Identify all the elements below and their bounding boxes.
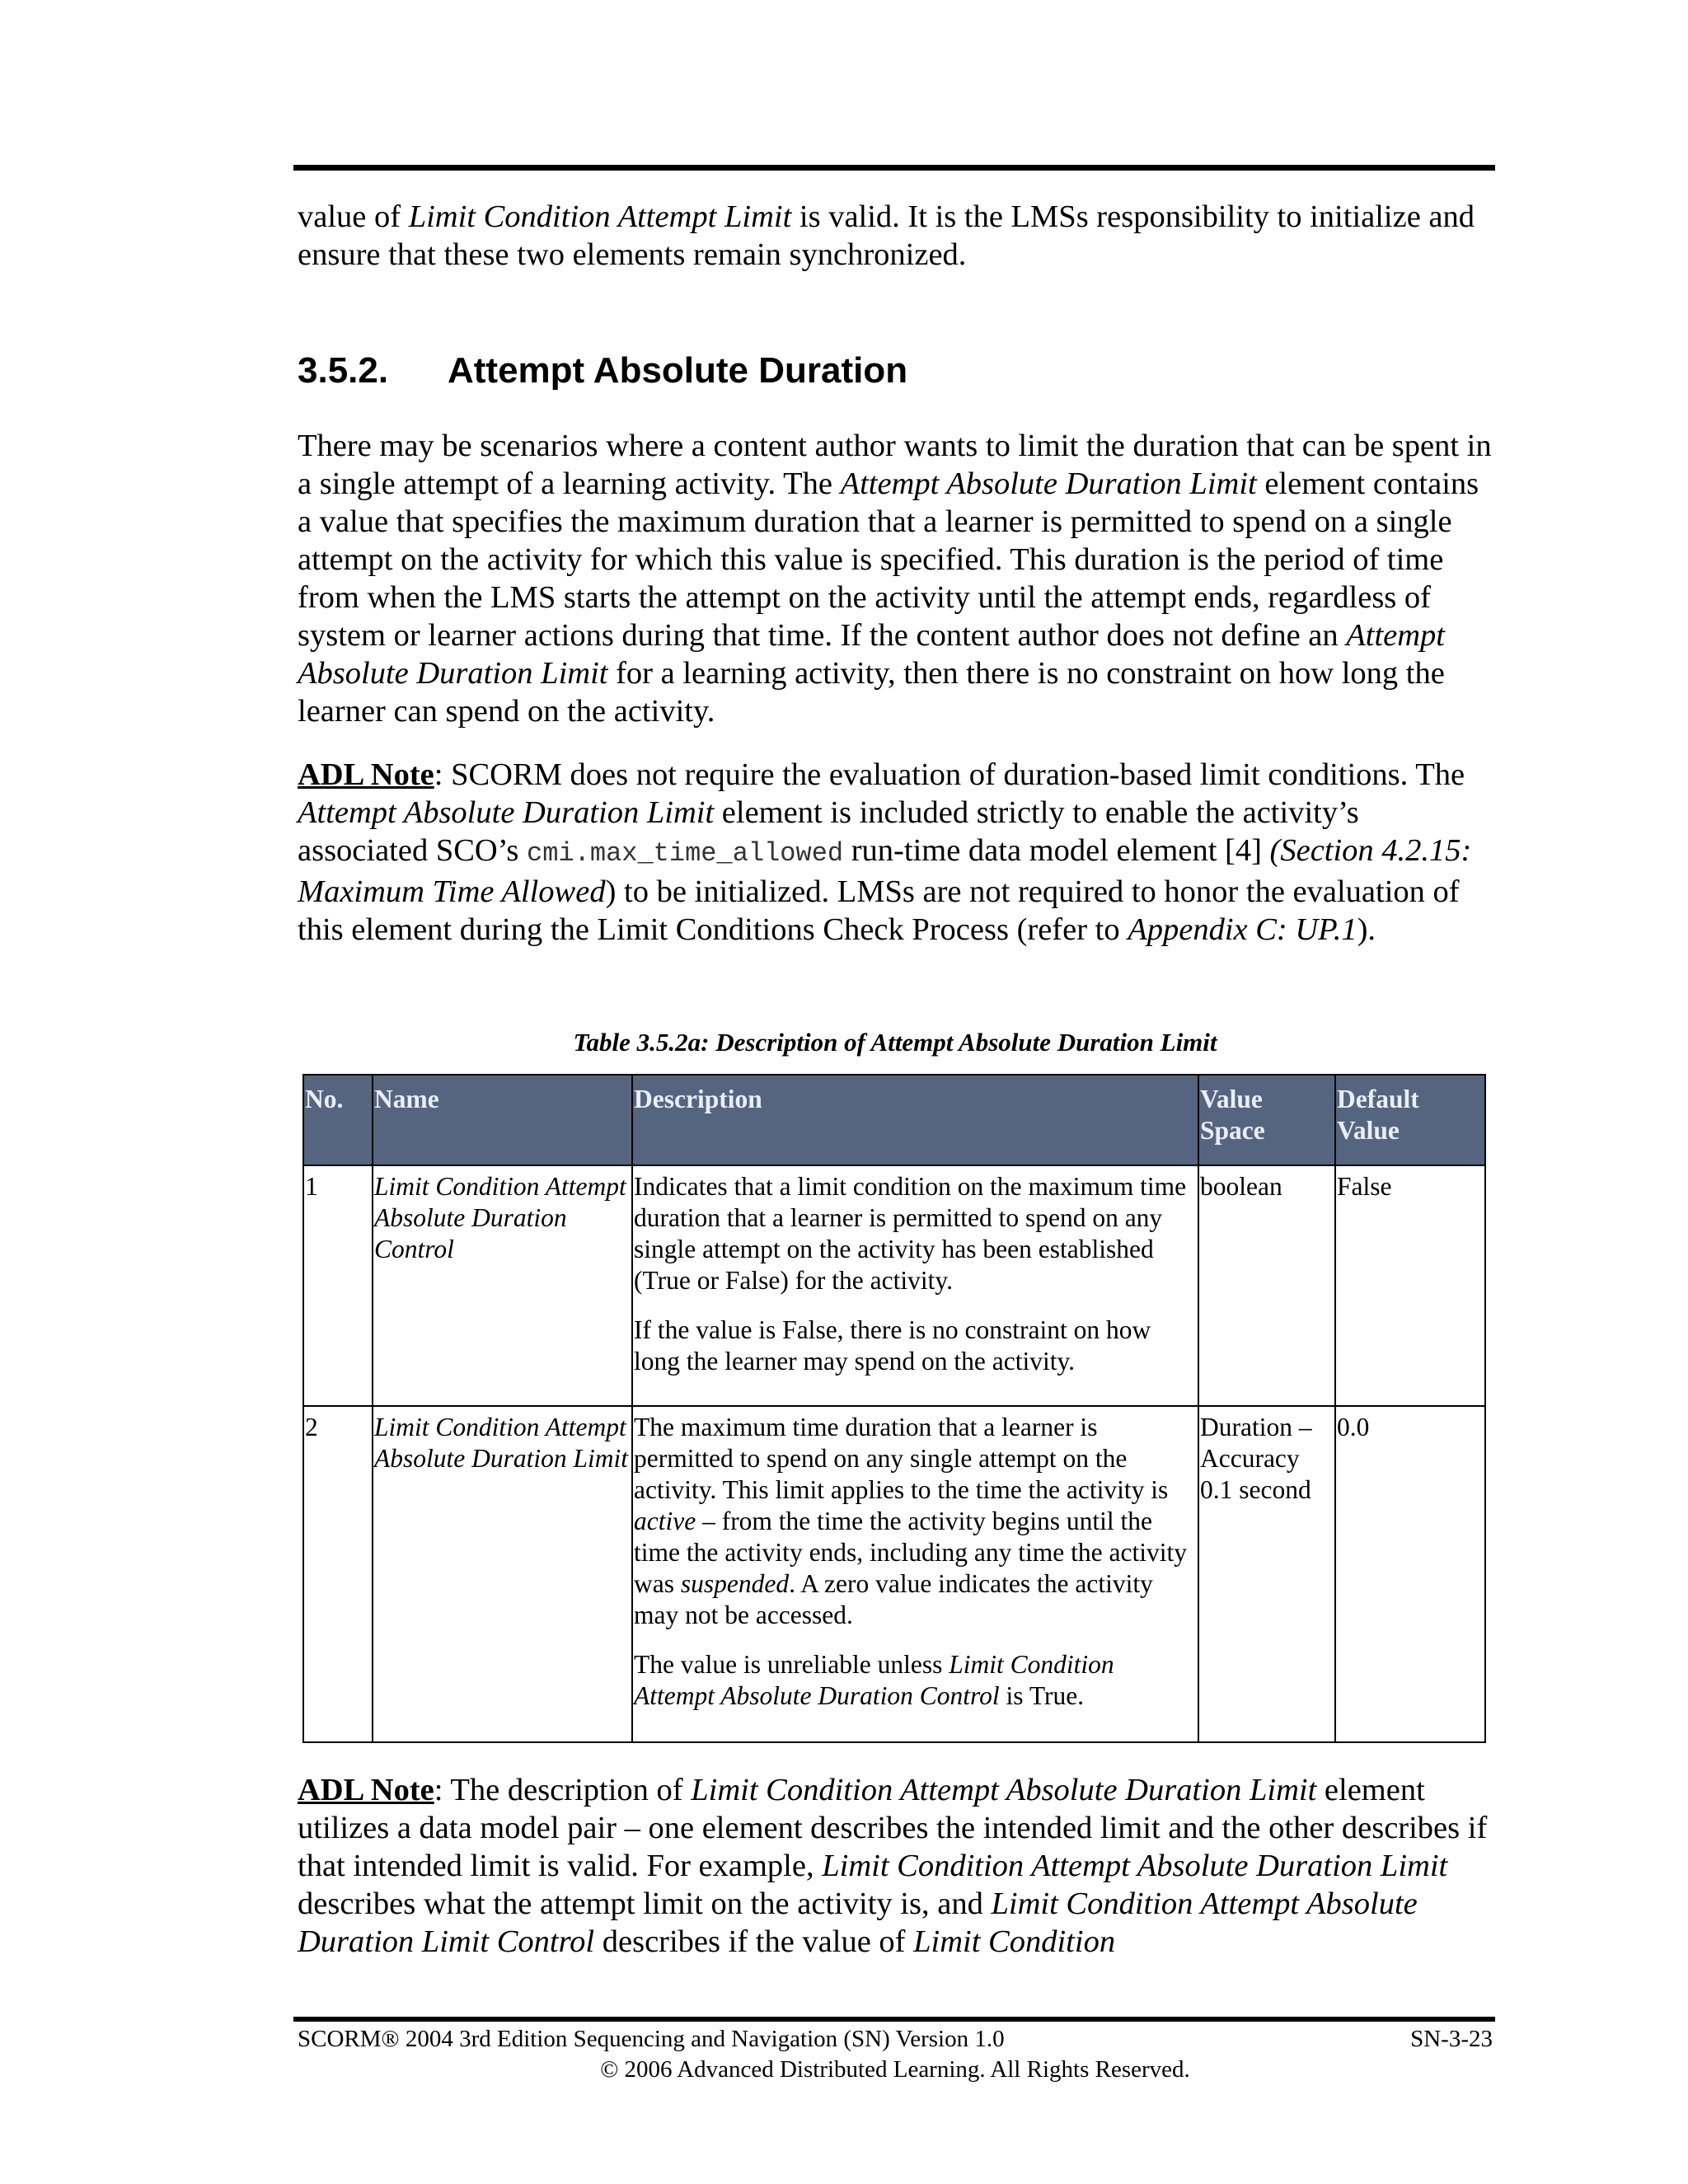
adl-note-1 (298, 756, 1493, 949)
row-value-space: boolean (1198, 1165, 1335, 1406)
italic-term: Attempt Absolute Duration Limit (298, 795, 715, 830)
page-number: SN-3-23 (1410, 2026, 1493, 2052)
text-run: describes if the value of (594, 1924, 914, 1959)
text-run: element is included strictly to enable the activity’s associated SCO’s (298, 795, 1359, 868)
description-paragraph (634, 1171, 1197, 1296)
adl-note-label: ADL Note (298, 757, 434, 792)
footer-rule (293, 2017, 1495, 2022)
text-run: value of (298, 199, 409, 234)
section-number: 3.5.2. (298, 350, 389, 391)
table-row (303, 1165, 1485, 1406)
adl-note-text (298, 1773, 1487, 1959)
italic-term: (Section 4.2.15: Maximum Time Allowed (298, 833, 1472, 909)
row-description (632, 1406, 1198, 1742)
body-paragraph (298, 427, 1493, 730)
section-title: Attempt Absolute Duration (448, 350, 908, 391)
italic-term: active (634, 1507, 696, 1535)
adl-note-text (298, 757, 1471, 947)
text-run: If the value is False, there is no constraint on how long the learner may spend on the activity. (634, 1315, 1151, 1376)
row-number: 1 (303, 1165, 373, 1406)
row-name: Limit Condition Attempt Absolute Duration Control (373, 1165, 632, 1406)
row-default-value: False (1335, 1165, 1485, 1406)
italic-term: Limit Condition (913, 1924, 1116, 1959)
text-run: ). (1357, 912, 1376, 947)
text-run: : The description of (434, 1773, 692, 1807)
row-name: Limit Condition Attempt Absolute Duration Limit (373, 1406, 632, 1742)
text-run: ) to be initialized. LMSs are not required to honor the evaluation of this element during the Limit Conditions Check Process (refer to (298, 874, 1460, 947)
description-paragraph (634, 1649, 1197, 1712)
text-run: element contains a value that specifies the maximum duration that a learner is permitted to spend on a single attempt on the activity for which this value is specified. This duration is the period of time from when the LMS starts the attempt on the activity until the attempt ends, regardless of system or learner actions during that time. If the content author does not define an (298, 466, 1479, 653)
section-heading (298, 349, 907, 392)
italic-term: Appendix C: UP.1 (1128, 912, 1357, 947)
row-value-space: Duration – Accuracy 0.1 second (1198, 1406, 1335, 1742)
header-default-value: Default Value (1335, 1075, 1485, 1165)
text-run: run-time data model element [4] (843, 833, 1270, 868)
code-term: cmi.max_time_allowed (527, 838, 844, 869)
text-run: Indicates that a limit condition on the maximum time duration that a learner is permitted to spend on any single attempt on the activity has been established (True or False) for the activity. (634, 1172, 1187, 1295)
text-run: element utilizes a data model pair – one element describes the intended limit and the other describes if that intended limit is valid. For example, (298, 1773, 1488, 1883)
italic-term: Attempt Absolute Duration Limit (840, 466, 1257, 501)
italic-term: suspended (680, 1569, 790, 1598)
footer-line (298, 2024, 1493, 2054)
table-caption: Table 3.5.2a: Description of Attempt Absolute Duration Limit (573, 1028, 1217, 1057)
footer-title: SCORM® 2004 3rd Edition Sequencing and Navigation (SN) Version 1.0 (298, 2026, 1005, 2052)
text-run: . A zero value indicates the activity may not be accessed. (634, 1569, 1153, 1629)
adl-note-label: ADL Note (298, 1773, 434, 1807)
text-run: There may be scenarios where a content author wants to limit the duration that can be spent in a single attempt of a learning activity. The (298, 429, 1492, 501)
footer-copyright: © 2006 Advanced Distributed Learning. All Rights Reserved. (600, 2056, 1190, 2083)
table-header-row (303, 1075, 1485, 1165)
adl-note-2 (298, 1771, 1501, 1961)
header-name: Name (373, 1075, 632, 1165)
row-default-value: 0.0 (1335, 1406, 1485, 1742)
table-row (303, 1406, 1485, 1742)
italic-term: Limit Condition Attempt Limit (408, 199, 792, 234)
text-run: is valid. It is the LMSs responsibility to initialize and ensure that these two elements remain synchronized. (298, 199, 1475, 272)
row-description (632, 1165, 1198, 1406)
text-run: The value is unreliable unless (634, 1650, 950, 1679)
header-value-space: Value Space (1198, 1075, 1335, 1165)
description-paragraph (634, 1412, 1197, 1631)
text-run: is True. (999, 1681, 1085, 1710)
header-rule (293, 165, 1495, 171)
text-run: – from the time the activity begins until the time the activity ends, including any time the activity was (634, 1507, 1187, 1598)
text-run: : SCORM does not require the evaluation of duration-based limit conditions. The (434, 757, 1465, 792)
italic-term: Limit Condition Attempt Absolute Duration Limit Control (298, 1886, 1418, 1959)
italic-term: Attempt Absolute Duration Limit (298, 618, 1445, 691)
text-run: for a learning activity, then there is no constraint on how long the learner can spend on the activity. (298, 656, 1445, 729)
description-table (302, 1074, 1486, 1743)
text-run: The maximum time duration that a learner is permitted to spend on any single attempt on the activity. This limit applies to the time the activity is (634, 1413, 1169, 1504)
italic-term: Limit Condition Attempt Absolute Duration Limit (822, 1849, 1448, 1883)
intro-paragraph (298, 198, 1493, 274)
header-description: Description (632, 1075, 1198, 1165)
text-run: describes what the attempt limit on the activity is, and (298, 1886, 992, 1921)
description-paragraph (634, 1315, 1197, 1377)
header-no: No. (303, 1075, 373, 1165)
italic-term: Limit Condition Attempt Absolute Duration Control (634, 1650, 1114, 1710)
italic-term: Limit Condition Attempt Absolute Duration Limit (691, 1773, 1317, 1807)
row-number: 2 (303, 1406, 373, 1742)
